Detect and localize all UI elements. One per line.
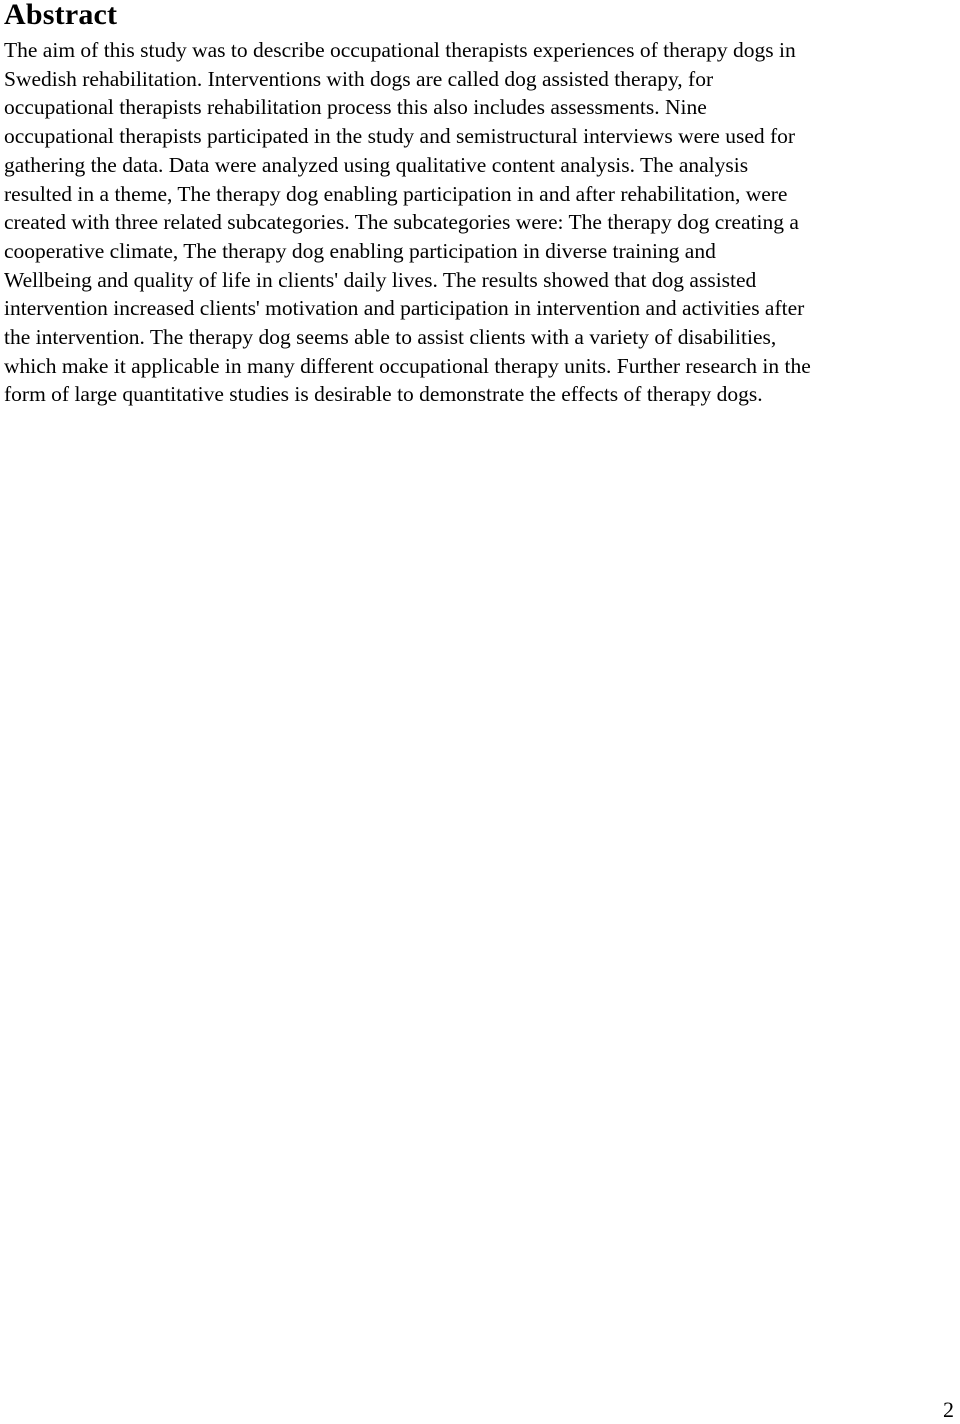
abstract-line: The aim of this study was to describe occupational therapists experiences of therapy dogs in — [4, 38, 796, 62]
section-heading-abstract: Abstract — [4, 0, 118, 31]
abstract-paragraph — [4, 36, 956, 409]
abstract-line: occupational therapists rehabilitation process this also includes assessments. Nine — [4, 95, 707, 120]
abstract-line: intervention increased clients' motivation and participation in intervention and activities after — [4, 296, 805, 321]
abstract-line: gathering the data. Data were analyzed using qualitative content analysis. The analysis — [4, 152, 749, 177]
abstract-line: form of large quantitative studies is desirable to demonstrate the effects of therapy dogs. — [4, 382, 763, 407]
abstract-line: resulted in a theme, The therapy dog enabling participation in and after rehabilitation, were — [4, 181, 788, 206]
abstract-line: the intervention. The therapy dog seems able to assist clients with a variety of disabilities, — [4, 325, 777, 350]
abstract-line: cooperative climate, The therapy dog enabling participation in diverse training and — [4, 238, 716, 263]
abstract-line: occupational therapists participated in the study and semistructural interviews were used for — [4, 124, 796, 149]
abstract-line: Swedish rehabilitation. Interventions with dogs are called dog assisted therapy, for — [4, 66, 714, 91]
abstract-line: created with three related subcategories. The subcategories were: The therapy dog creating a — [4, 210, 799, 235]
abstract-line: which make it applicable in many different occupational therapy units. Further research in the — [4, 353, 811, 378]
page-number: 2 — [943, 1397, 954, 1422]
abstract-line: Wellbeing and quality of life in clients' daily lives. The results showed that dog assisted — [4, 267, 757, 292]
